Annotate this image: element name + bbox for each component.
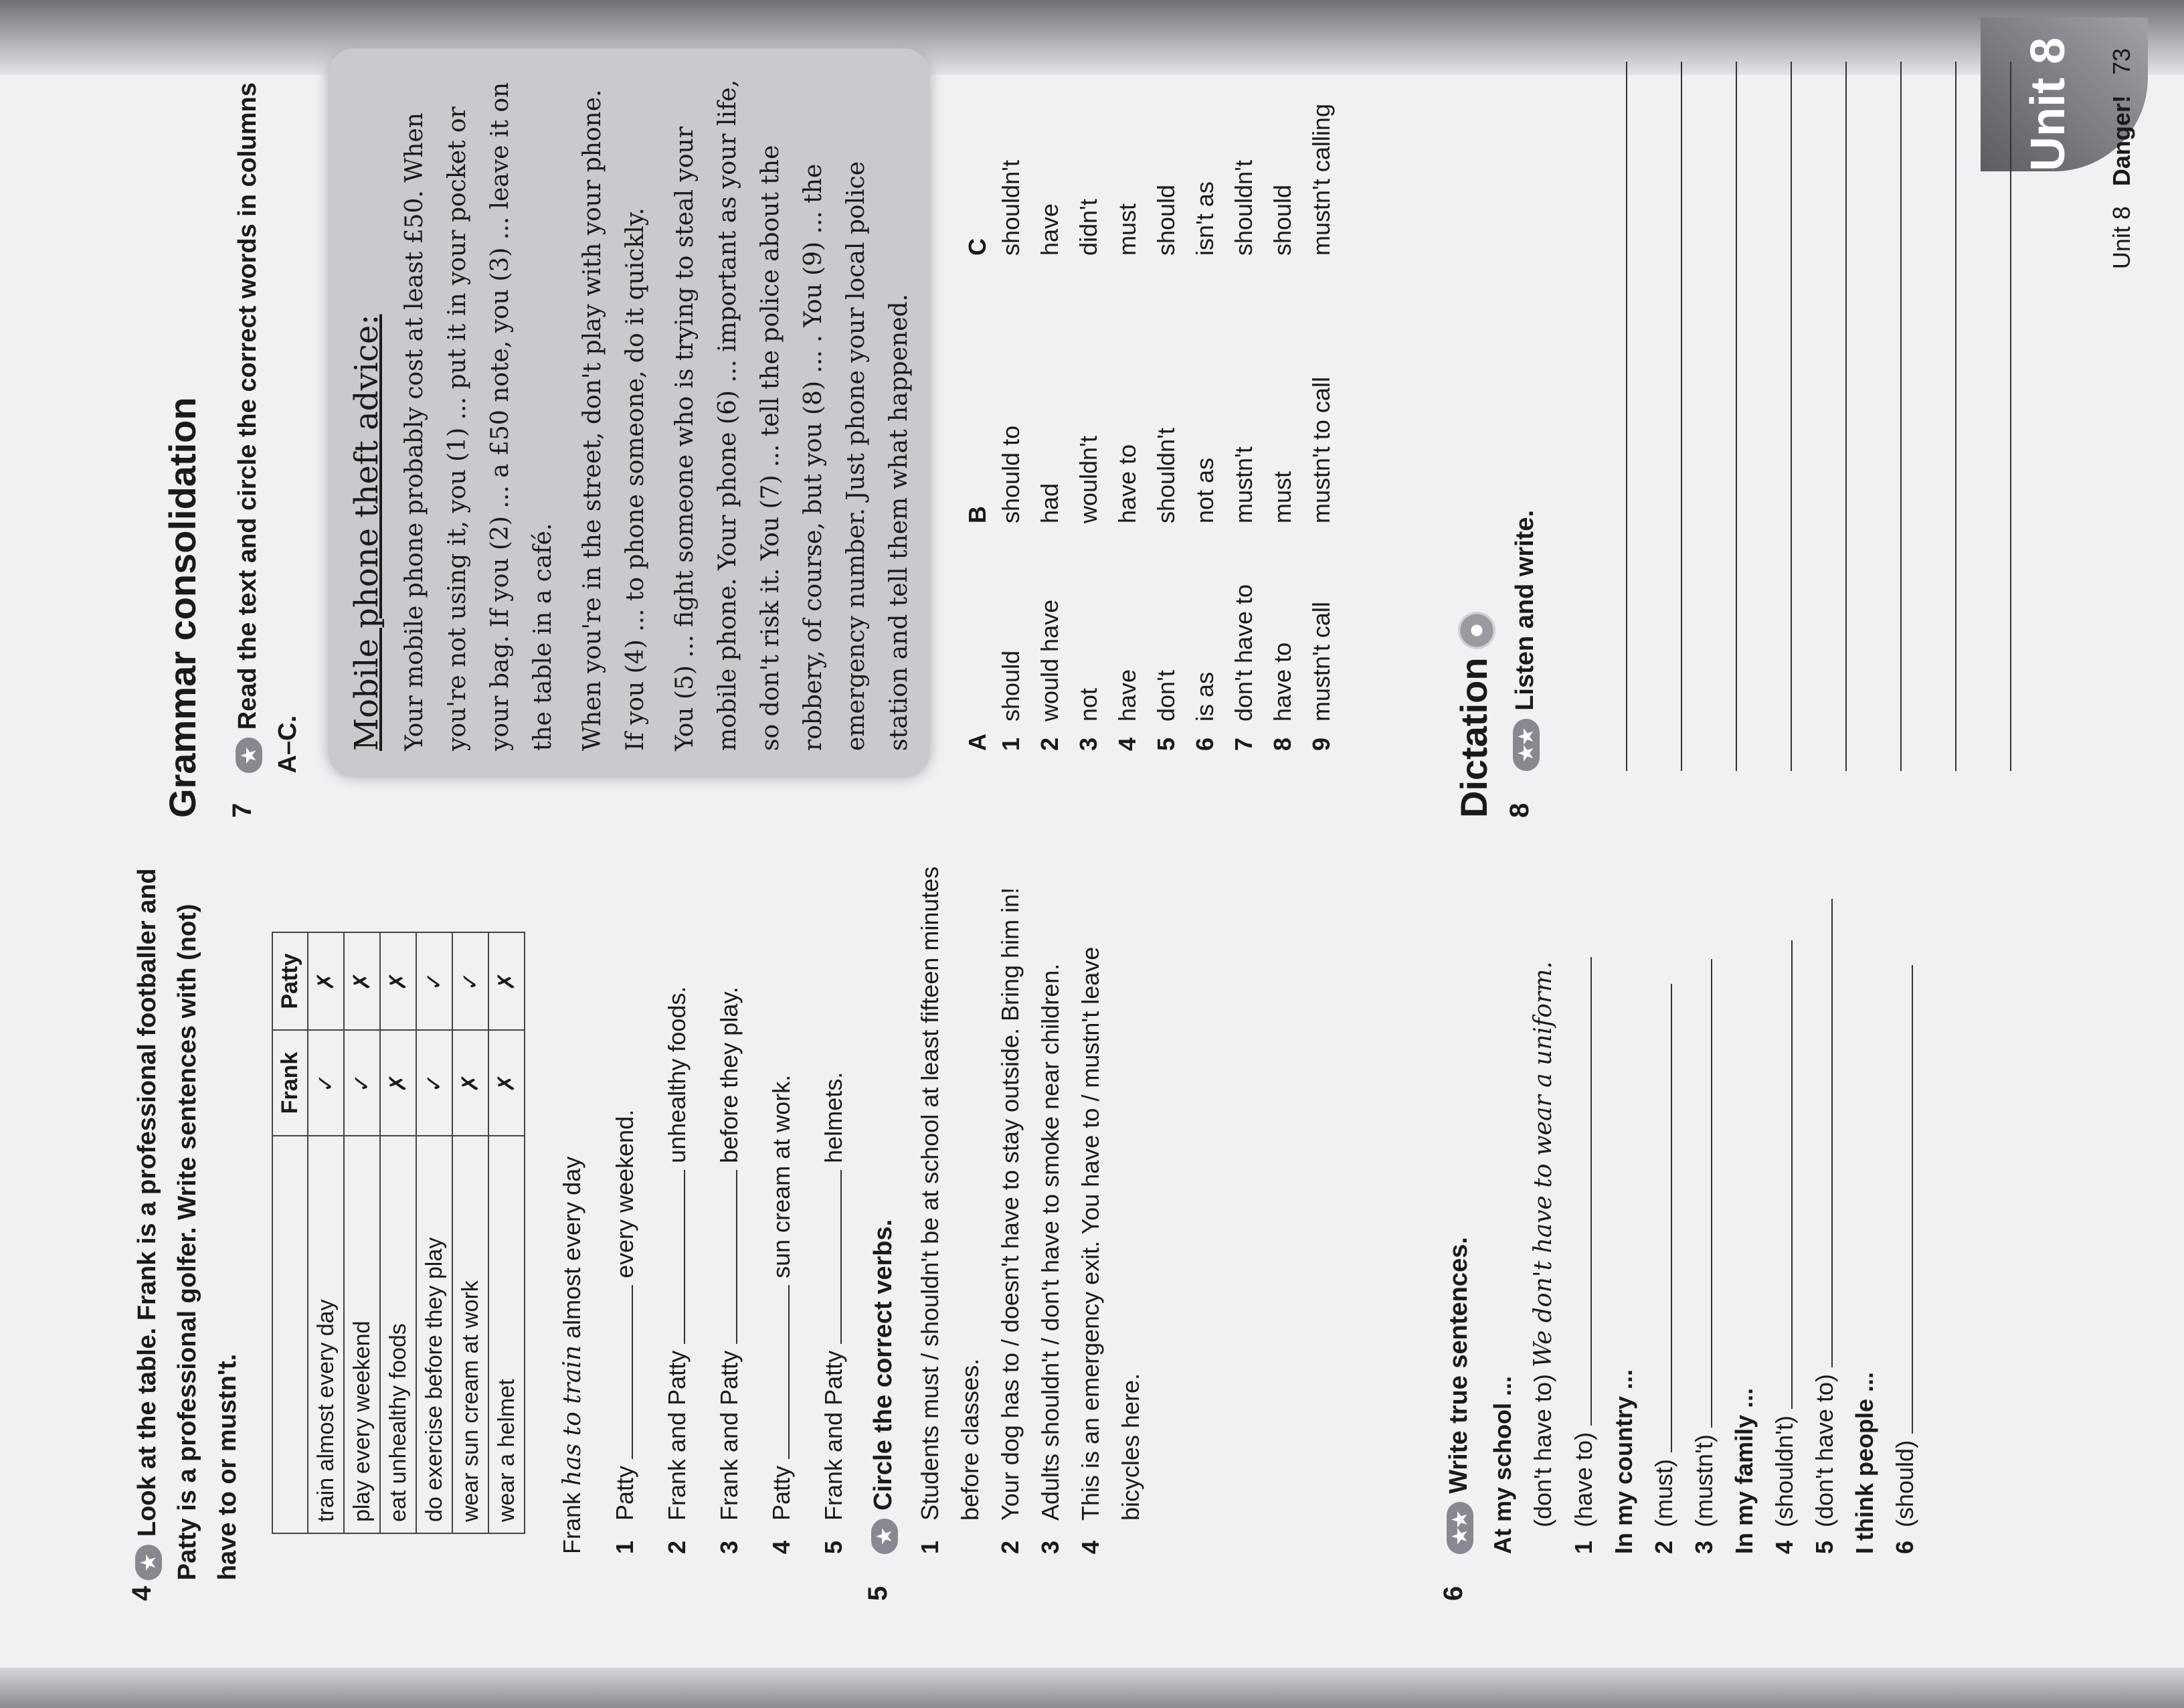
list-item <box>605 865 645 1554</box>
item-cue: (mustn't) <box>1690 1434 1718 1527</box>
exercise-7 <box>227 55 308 818</box>
handwritten-answer: has to train <box>559 1345 586 1486</box>
choice-c[interactable]: shouldn't <box>997 160 1024 256</box>
page-footer <box>2108 48 2136 818</box>
list-item <box>1764 865 1805 1554</box>
item-number: 4 <box>1770 1540 1798 1554</box>
answer-blank[interactable] <box>684 1170 685 1344</box>
section-heading: Grammar consolidation <box>161 397 203 818</box>
table-row <box>488 932 525 1533</box>
list-item <box>1644 865 1684 1554</box>
exercise-number: 7 <box>227 802 257 818</box>
footer-unit: Unit 8 <box>2108 206 2135 270</box>
table-cell: ✗ <box>452 1030 488 1136</box>
list-item <box>1523 865 1564 1554</box>
item-end: sun cream at work. <box>767 1074 795 1278</box>
exercise-6-items <box>1483 865 1925 1554</box>
choice-rows <box>992 41 1341 751</box>
item-start: Patty <box>611 1465 638 1521</box>
item-text[interactable]: Students must / shouldn't be at school at least fifteen minutes before classes. <box>916 866 984 1521</box>
table-cell: wear a helmet <box>488 1136 525 1533</box>
choice-c[interactable]: should <box>1269 184 1296 256</box>
item-cue: (don't have to) <box>1529 1373 1556 1527</box>
item-cue: (have to) <box>1570 1432 1597 1527</box>
star-icon: ★ <box>135 1545 162 1580</box>
table-cell: ✓ <box>452 932 488 1030</box>
table-cell: ✗ <box>308 932 344 1030</box>
page-number: 73 <box>2108 48 2135 76</box>
answer-blank[interactable] <box>1590 957 1592 1426</box>
choice-row <box>1224 41 1263 751</box>
answer-blank[interactable] <box>1831 899 1833 1367</box>
item-end: before they play. <box>715 987 743 1163</box>
writing-line[interactable] <box>1845 62 1847 771</box>
table-cell: play every weekend <box>344 1136 380 1533</box>
exercise-instructions: ★Circle the correct verbs. <box>863 1219 903 1554</box>
choice-row <box>1302 41 1341 751</box>
group-heading: In my family ... <box>1730 1387 1758 1554</box>
exercise-instructions: ★Look at the table. Frank is a professional footballer and Patty is a professional golfer. Write sentences with (not) have to or mustn't. <box>133 868 242 1581</box>
group-heading: At my school ... <box>1489 1375 1516 1554</box>
table-row <box>308 932 344 1533</box>
list-item <box>1885 865 1925 1554</box>
item-start: Patty <box>767 1465 795 1521</box>
item-text[interactable]: Your dog has to / doesn't have to stay outside. Bring him in! <box>996 887 1024 1521</box>
choice-a[interactable]: should <box>997 650 1024 721</box>
choice-a[interactable]: mustn't call <box>1307 602 1335 721</box>
item-number: 6 <box>1191 737 1218 751</box>
choice-row <box>1147 41 1186 751</box>
dictation-section <box>1452 55 1545 818</box>
text-paragraphs <box>393 75 921 751</box>
choice-b[interactable]: mustn't <box>1230 446 1257 523</box>
text-title: Mobile phone theft advice: <box>348 314 385 751</box>
choice-row <box>1069 41 1108 751</box>
group-heading: In my country ... <box>1610 1369 1637 1554</box>
item-number: 3 <box>1075 737 1102 751</box>
text-paragraph: When you're in the street, don't play with your phone. If you (4) ... to phone someone, do it quickly. <box>579 89 649 751</box>
writing-line[interactable] <box>1736 62 1737 771</box>
choice-a[interactable]: don't <box>1152 670 1180 721</box>
writing-line[interactable] <box>1681 62 1682 771</box>
item-number: 1 <box>1570 1540 1597 1554</box>
item-number: 8 <box>1269 737 1296 751</box>
list-item <box>1564 865 1604 1554</box>
table-header <box>272 1136 308 1533</box>
choice-a[interactable]: is as <box>1191 671 1218 721</box>
answer-blank[interactable] <box>736 1170 737 1344</box>
choice-a[interactable]: would have <box>1036 599 1063 721</box>
table-cell: ✓ <box>416 932 452 1030</box>
table-cell: ✓ <box>416 1030 452 1136</box>
choice-c[interactable]: didn't <box>1075 199 1102 256</box>
list-item <box>990 865 1030 1554</box>
exercise-number: 8 <box>1505 802 1535 818</box>
list-item <box>1805 865 1845 1554</box>
exercise-instructions: ★★Write true sentences. <box>1439 1237 1479 1554</box>
exercise-5 <box>863 865 1151 1601</box>
writing-line[interactable] <box>1955 62 1956 771</box>
table-header: Patty <box>272 932 308 1030</box>
item-number: 1 <box>916 1540 943 1554</box>
choice-c[interactable]: must <box>1113 203 1141 256</box>
footer-title: Danger! <box>2108 95 2135 187</box>
item-number: 2 <box>1650 1540 1677 1554</box>
item-start: Frank and Patty <box>663 1350 691 1521</box>
writing-line[interactable] <box>1626 62 1627 771</box>
writing-line[interactable] <box>2010 62 2011 771</box>
choice-b[interactable]: wouldn't <box>1075 436 1102 523</box>
item-number: 5 <box>1811 1540 1838 1554</box>
table-row <box>416 932 452 1533</box>
list-item <box>761 865 802 1554</box>
exercise-number: 5 <box>863 1586 893 1601</box>
item-number: 3 <box>715 1540 743 1554</box>
choice-a[interactable]: don't have to <box>1230 584 1257 721</box>
item-cue: (don't have to) <box>1811 1373 1838 1527</box>
reading-text-box <box>328 48 930 778</box>
choice-row <box>1263 41 1302 751</box>
item-number: 9 <box>1307 737 1335 751</box>
table-cell: ✓ <box>308 1030 344 1136</box>
list-item <box>657 865 697 1554</box>
star-icon: ★ <box>871 1519 898 1554</box>
table-row <box>344 932 380 1533</box>
table-header: Frank <box>272 1030 308 1136</box>
exercise-4 <box>127 865 854 1601</box>
dictation-heading: Dictation <box>1452 55 1495 818</box>
item-number: 4 <box>1113 737 1141 751</box>
table-cell: ✓ <box>344 1030 380 1136</box>
choice-row <box>1108 41 1147 751</box>
activity-table <box>272 932 525 1534</box>
text-paragraph: Your mobile phone probably cost at least £50. When you're not using it, you (1) ... put it in your pocket or your bag. If you (2) ... a £50 note, you (3) ... leave it on the table in a café. <box>401 82 557 751</box>
table-cell: do exercise before they play <box>416 1136 452 1533</box>
column-header-b: B <box>964 506 991 523</box>
table-cell: ✗ <box>488 1030 525 1136</box>
table-cell: ✗ <box>488 932 525 1030</box>
choice-row <box>992 41 1030 751</box>
handwritten-answer: We don't have to wear a uniform. <box>1530 961 1557 1367</box>
table-row <box>452 932 488 1533</box>
item-cue: (should) <box>1891 1440 1918 1527</box>
list-item <box>910 865 990 1554</box>
table-cell: train almost every day <box>308 1136 344 1533</box>
item-number: 2 <box>1036 737 1063 751</box>
star-icon: ★★ <box>1513 719 1540 771</box>
choice-c[interactable]: shouldn't <box>1230 160 1257 256</box>
item-cue: (must) <box>1650 1459 1677 1527</box>
item-text[interactable]: Adults shouldn't / don't have to smoke near children. <box>1036 963 1064 1521</box>
item-number: 5 <box>1152 737 1180 751</box>
choice-row <box>1030 41 1069 751</box>
choice-a[interactable]: have to <box>1269 642 1296 721</box>
unit-tab-label: Unit 8 <box>2021 37 2075 171</box>
example-sentence: Frank has to train almost every day <box>558 1156 586 1554</box>
audio-cd-icon <box>1458 612 1495 649</box>
exercise-4-items <box>605 865 854 1554</box>
table-row <box>380 932 416 1533</box>
answer-blank[interactable] <box>788 1285 790 1459</box>
choice-a[interactable]: have <box>1113 669 1141 721</box>
list-item <box>709 865 749 1554</box>
choice-row <box>1186 41 1224 751</box>
item-number: 4 <box>1077 1540 1104 1554</box>
exercise-6 <box>1439 865 1925 1601</box>
choice-b[interactable]: must <box>1269 471 1296 523</box>
page-edge-shadow <box>0 1668 2184 1708</box>
item-number: 6 <box>1891 1540 1918 1554</box>
choice-a[interactable]: not <box>1075 687 1102 721</box>
exercise-5-items <box>910 865 1151 1554</box>
item-start: Frank and Patty <box>820 1350 847 1521</box>
item-text[interactable]: This is an emergency exit. You have to / mustn't leave bicycles here. <box>1077 946 1144 1521</box>
item-number: 2 <box>663 1540 691 1554</box>
answer-blank[interactable] <box>840 1170 842 1344</box>
exercise-number: 4 <box>127 1586 157 1601</box>
item-number: 7 <box>1230 737 1257 751</box>
text-paragraph: You (5) ... fight someone who is trying to steal your mobile phone. Your phone (6) ... important as your life, so don't risk it. You (7) ... tell the police about the robbery, of course, but you (8) ... . You (9) ... the emergency number. Just phone your local police station and tell them what happened. <box>671 79 913 751</box>
item-number: 1 <box>997 737 1024 751</box>
writing-line[interactable] <box>1791 62 1792 771</box>
table-cell: wear sun cream at work <box>452 1136 488 1533</box>
table-cell: ✗ <box>380 932 416 1030</box>
item-number: 5 <box>820 1540 847 1554</box>
choices-table <box>964 41 1341 751</box>
choice-b[interactable]: had <box>1036 483 1063 523</box>
column-header-c: C <box>964 238 991 256</box>
choice-c[interactable]: mustn't calling <box>1307 104 1335 256</box>
item-end: every weekend. <box>611 1109 638 1278</box>
choice-b[interactable]: shouldn't <box>1152 428 1180 523</box>
answer-blank[interactable] <box>1912 965 1913 1434</box>
column-header-a: A <box>964 734 991 751</box>
choice-c[interactable]: should <box>1152 184 1180 256</box>
exercise-instructions: ★★Listen and write. <box>1505 510 1545 771</box>
choice-c[interactable]: isn't as <box>1191 181 1218 256</box>
item-cue: (shouldn't) <box>1770 1416 1798 1527</box>
choice-b[interactable]: not as <box>1191 457 1218 523</box>
list-item <box>1684 865 1724 1554</box>
item-end: helmets. <box>820 1072 847 1163</box>
item-number: 3 <box>1690 1540 1718 1554</box>
item-start: Frank and Patty <box>715 1350 743 1521</box>
list-item <box>814 865 854 1554</box>
list-item <box>1030 865 1071 1554</box>
table-cell: eat unhealthy foods <box>380 1136 416 1533</box>
table-cell: ✗ <box>380 1030 416 1136</box>
table-cell: ✗ <box>344 932 380 1030</box>
group-heading: I think people ... <box>1851 1371 1878 1554</box>
choice-b[interactable]: have to <box>1113 444 1141 523</box>
exercise-instructions: ★Read the text and circle the correct words in columns A–C. <box>234 82 302 774</box>
item-number: 2 <box>996 1540 1024 1554</box>
item-number: 4 <box>767 1540 795 1554</box>
item-number: 1 <box>611 1540 638 1554</box>
exercise-number: 6 <box>1439 1586 1468 1601</box>
choice-b[interactable]: should to <box>997 425 1024 523</box>
list-item <box>1071 865 1151 1554</box>
answer-blank[interactable] <box>1671 984 1672 1452</box>
answer-blank[interactable] <box>1711 959 1712 1428</box>
writing-line[interactable] <box>1900 62 1902 771</box>
star-icon: ★ <box>236 738 262 773</box>
choice-c[interactable]: have <box>1036 203 1063 256</box>
answer-blank[interactable] <box>1791 940 1793 1409</box>
answer-blank[interactable] <box>632 1285 633 1459</box>
star-icon: ★★ <box>1447 1502 1473 1554</box>
item-number: 3 <box>1036 1540 1064 1554</box>
item-end: unhealthy foods. <box>663 986 691 1163</box>
choice-b[interactable]: mustn't to call <box>1307 377 1335 523</box>
